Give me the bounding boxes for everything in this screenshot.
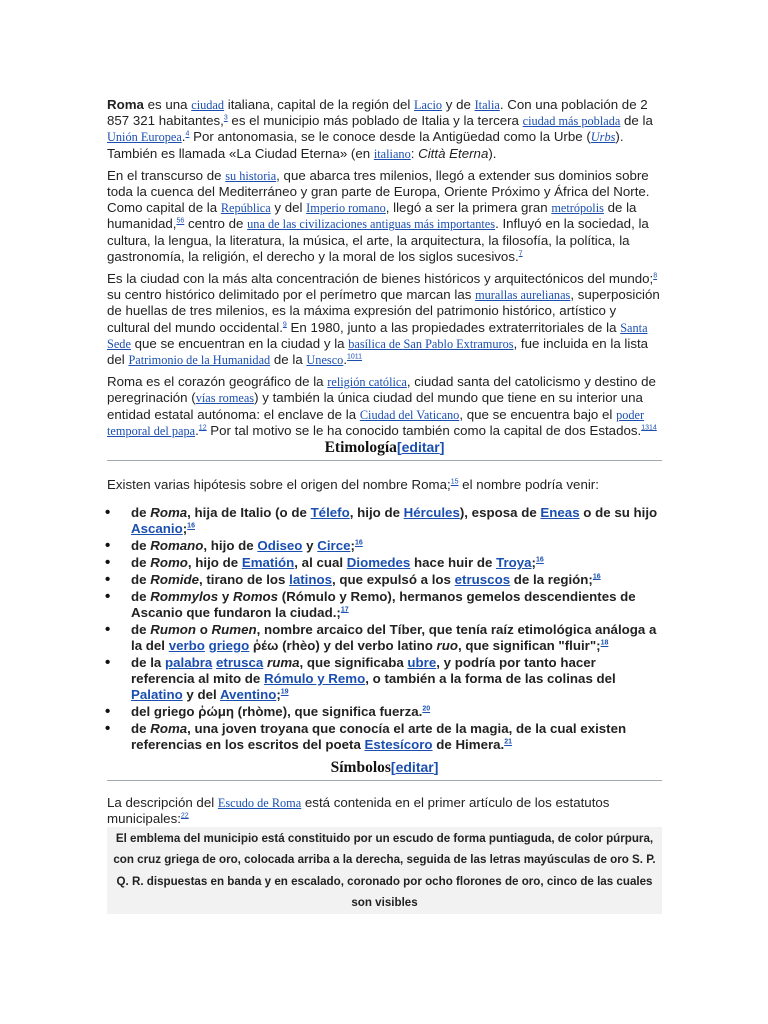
text: Romide	[150, 571, 199, 587]
text: de la humanidad,	[107, 200, 637, 232]
bracket: [	[396, 439, 402, 456]
text: Rumen	[211, 621, 257, 637]
list-item	[105, 655, 660, 704]
link-escudo-de-roma[interactable]: Escudo de Roma	[217, 795, 302, 810]
text: de la	[620, 113, 653, 129]
text: , al cual	[294, 554, 347, 570]
link-telefo[interactable]: Télefo	[310, 505, 350, 521]
reference-link[interactable]: 8	[653, 272, 658, 280]
link-vias-romeas[interactable]: vías romeas	[195, 391, 255, 406]
text: , hijo de	[203, 538, 258, 554]
text: , nombre arcaico del Tíber, que tenía raíz etimológica análoga a la del	[131, 621, 657, 653]
link-italia[interactable]: Italia	[474, 98, 500, 112]
link-odiseo[interactable]: Odiseo	[257, 538, 303, 554]
text: el nombre podría venir:	[458, 477, 599, 493]
link-griego[interactable]: griego	[208, 637, 250, 653]
link-ciudad[interactable]: ciudad	[191, 98, 225, 112]
text: Rommylos	[150, 588, 219, 604]
text: , y podría por tanto hacer referencia al mito de	[131, 654, 596, 687]
religion-paragraph	[107, 374, 662, 439]
section-heading-etimologia	[107, 439, 662, 461]
text: es una	[143, 97, 192, 112]
reference-link[interactable]: 20	[422, 705, 431, 713]
text: de Himera.	[432, 737, 505, 753]
text: Por tal motivo se le ha conocido también como la capital de dos Estados.	[206, 422, 642, 438]
text: Roma	[150, 720, 188, 736]
link-italiano[interactable]: italiano	[373, 146, 411, 161]
reference-link[interactable]: 9	[282, 321, 287, 329]
reference-link[interactable]: 16	[592, 573, 601, 581]
intro-paragraph	[107, 97, 662, 162]
text: .	[195, 422, 199, 438]
link-imperio-romano[interactable]: Imperio romano	[306, 201, 386, 216]
section-heading-simbolos	[107, 759, 662, 781]
text: ;	[531, 554, 536, 570]
link-latinos[interactable]: latinos	[289, 571, 332, 587]
text: italiana, capital de la región del	[224, 97, 415, 112]
text: de	[131, 554, 151, 570]
text: .	[343, 352, 348, 368]
list-item	[105, 721, 660, 754]
link-verbo[interactable]: verbo	[168, 637, 205, 653]
link-aventino[interactable]: Aventino	[219, 687, 277, 703]
text: , hijo de	[187, 554, 242, 570]
reference-link[interactable]: 19	[280, 688, 289, 696]
heritage-paragraph	[107, 271, 662, 368]
reference-link[interactable]: 3	[223, 114, 228, 122]
text: , hijo de	[349, 505, 404, 521]
text: de	[131, 505, 151, 521]
text: de la	[270, 352, 307, 368]
text: , que significan "fluir";	[457, 637, 601, 653]
list-item	[105, 538, 660, 554]
simbolos-intro	[107, 795, 662, 827]
text: y	[218, 588, 233, 604]
link-ascanio[interactable]: Ascanio	[131, 521, 183, 537]
etimologia-intro	[107, 477, 662, 493]
link-unesco[interactable]: Unesco	[306, 353, 344, 368]
link-metropolis[interactable]: metrópolis	[551, 201, 604, 216]
list-item	[105, 555, 660, 571]
text: ;	[182, 521, 188, 537]
statute-quote: El emblema del municipio está constituido por un escudo de forma puntiaguda, de color púrpura, con cruz griega de oro, colocada arriba a la derecha, seguida de las letras mayúsculas de oro S. P. Q. R. dispuestas en banda y en escalado, coronado por ocho florones de oro, cinco de las cuales son visibles	[107, 827, 662, 914]
text: de	[131, 720, 151, 736]
list-item	[105, 622, 660, 655]
text: o	[196, 621, 212, 637]
link-su-historia[interactable]: su historia	[225, 168, 277, 183]
reference-link[interactable]: 16	[354, 539, 363, 547]
text: y del	[182, 687, 220, 703]
reference-link[interactable]: 7	[518, 250, 523, 258]
section-title: Símbolos	[330, 758, 391, 776]
reference-link[interactable]: 21	[504, 738, 513, 746]
text: , que significaba	[299, 654, 408, 670]
reference-link[interactable]: 4	[185, 130, 190, 138]
edit-label[interactable]: editar	[395, 758, 434, 775]
text: de	[131, 621, 151, 637]
link-troya[interactable]: Troya	[496, 554, 532, 570]
text: Es la ciudad con la más alta concentración de bienes históricos y arquitectónicos del mundo;	[107, 271, 654, 287]
link-basilica-san-pablo[interactable]: basílica de San Pablo Extramuros	[348, 336, 514, 351]
text: ;	[350, 538, 355, 554]
text: , una joven troyana que conocía el arte de la magia, de la cual existen referencias en los escritos del poeta	[131, 720, 627, 753]
link-patrimonio[interactable]: Patrimonio de la Humanidad	[128, 353, 271, 368]
link-palabra[interactable]: palabra	[165, 654, 213, 670]
text: . Con una población de 2 857 321 habitantes,	[107, 97, 648, 129]
link-palatino[interactable]: Palatino	[131, 687, 183, 703]
list-item	[105, 572, 660, 588]
link-civilizaciones[interactable]: una de las civilizaciones antiguas más importantes	[247, 217, 496, 232]
text: y de	[442, 97, 475, 112]
reference-link[interactable]: 1011	[347, 353, 363, 361]
text: y del	[270, 200, 307, 216]
list-item	[105, 505, 660, 538]
text: y	[302, 538, 318, 554]
text: Roma	[150, 505, 188, 521]
text: , tirano de los	[198, 571, 290, 587]
text: , que expulsó a los	[331, 571, 455, 587]
link-murallas-aurelianas[interactable]: murallas aurelianas	[475, 288, 571, 303]
link-ciudad-mas-poblada[interactable]: ciudad más poblada	[522, 114, 621, 129]
history-paragraph	[107, 168, 662, 265]
link-estesicoro[interactable]: Estesícoro	[364, 737, 433, 753]
bracket: ]	[439, 439, 445, 456]
text: de la	[131, 654, 165, 670]
link-santa-sede[interactable]: Santa Sede	[107, 320, 648, 351]
link-union-europea[interactable]: Unión Europea	[107, 130, 182, 145]
bracket: ]	[433, 758, 439, 775]
link-ubre[interactable]: ubre	[407, 654, 437, 670]
text: Existen varias hipótesis sobre el origen del nombre Roma;	[107, 477, 451, 493]
link-diomedes[interactable]: Diomedes	[346, 554, 411, 570]
text: centro de	[184, 216, 248, 232]
text: de	[131, 588, 151, 604]
text: ), esposa de	[459, 505, 541, 521]
text: :	[410, 145, 419, 161]
text: ).	[488, 145, 497, 161]
link-poder-temporal[interactable]: poder temporal del papa	[107, 407, 645, 438]
text: , superposición de huellas de tres milenios, es la máxima expresión del patrimonio histórico, artístico y cultural del mundo occidental.	[107, 287, 660, 335]
text: En 1980, junto a las propiedades extraterritoriales de la	[286, 319, 621, 335]
text: es el municipio más poblado de Italia y la tercera	[227, 113, 523, 129]
article-body	[107, 97, 662, 914]
edit-section-link[interactable]	[397, 439, 444, 455]
text: de la región;	[510, 571, 593, 587]
text: .	[181, 129, 186, 145]
link-emation[interactable]: Ematión	[241, 554, 295, 570]
text: Romos	[233, 588, 279, 604]
section-title: Etimología	[324, 439, 397, 457]
edit-section-link[interactable]	[391, 759, 438, 775]
link-religion-catolica[interactable]: religión católica	[327, 375, 407, 390]
text: , llegó a ser la primera gran	[385, 200, 552, 216]
link-etrusca[interactable]: etrusca	[216, 654, 264, 670]
text: Romo	[150, 554, 188, 570]
text: En el transcurso de	[107, 167, 226, 183]
text: . Influyó en la sociedad, la cultura, la lengua, la literatura, la música, el arte, la arquitectura, la filosofía, la política, la gastronomía, la religión, el derecho y la moral de los siglos sucesivos.	[107, 216, 649, 264]
edit-label[interactable]: editar	[401, 439, 440, 456]
reference-link[interactable]: 17	[340, 606, 349, 614]
text: , que se encuentra bajo el	[459, 406, 617, 422]
link-hercules[interactable]: Hércules	[403, 505, 460, 521]
list-item	[105, 704, 660, 720]
reference-link[interactable]: 12	[198, 424, 207, 432]
text: que se encuentran en la ciudad y la	[130, 335, 349, 351]
link-lacio[interactable]: Lacio	[414, 98, 443, 112]
bracket: [	[390, 758, 396, 775]
text: Por antonomasia, se le conoce desde la Antigüedad como la Urbe (	[189, 129, 591, 145]
reference-link[interactable]: 16	[187, 522, 195, 530]
link-romulo-y-remo[interactable]: Rómulo y Remo	[264, 671, 366, 687]
text: ). También es llamada «La Ciudad Eterna» (en	[107, 129, 624, 161]
text: , hija de Italio (o de	[187, 505, 311, 521]
text: del griego ῥώμη (rhòme), que significa fuerza.	[131, 704, 423, 720]
reference-link[interactable]: 22	[180, 812, 189, 820]
link-circe[interactable]: Circe	[317, 538, 351, 554]
text: ruo	[436, 637, 458, 653]
link-etruscos[interactable]: etruscos	[454, 571, 511, 587]
text: hace huir de	[410, 554, 497, 570]
reference-link[interactable]: 15	[450, 478, 459, 486]
link-ciudad-vaticano[interactable]: Ciudad del Vaticano	[359, 407, 460, 422]
text: , fue incluida en la lista del	[107, 335, 649, 368]
link-eneas[interactable]: Eneas	[540, 505, 580, 521]
link-urbs[interactable]: Urbs	[590, 130, 616, 145]
text: está contenida en el primer artículo de los estatutos municipales:	[107, 794, 610, 826]
text: , o también a la forma de las colinas del	[365, 671, 616, 687]
list-item	[105, 589, 660, 622]
text: ;	[276, 687, 281, 703]
etymology-list	[105, 505, 660, 753]
citta-eterna: Città Eterna	[418, 145, 489, 161]
text: , ciudad santa del catolicismo y destino de peregrinación (	[107, 374, 656, 406]
text: , que abarca tres milenios, llegó a extender sus dominios sobre toda la cuenca del Mediterráneo y gran parte de Europa, Oriente Próximo y África del Norte. Como capital de la	[107, 167, 650, 216]
reference-link[interactable]: 56	[176, 218, 185, 225]
reference-link[interactable]: 1314	[641, 424, 657, 432]
text: ῥέω (rhèo) y del verbo latino	[249, 637, 437, 653]
text: Romano	[150, 538, 204, 554]
link-republica[interactable]: República	[220, 201, 271, 216]
text: Roma es el corazón geográfico de la	[107, 374, 328, 390]
text: ruma	[267, 654, 300, 670]
reference-link[interactable]: 16	[535, 556, 544, 564]
text: (Rómulo y Remo), hermanos gemelos descendientes de Ascanio que fundaron la ciudad.;	[131, 588, 636, 620]
text: ) y también la única ciudad del mundo que tiene en su interior una entidad estatal autónoma: el enclave de la	[107, 390, 643, 422]
article-subject: Roma	[107, 97, 144, 112]
text: de	[131, 538, 151, 554]
reference-link[interactable]: 18	[600, 639, 609, 647]
text: Rumon	[150, 621, 197, 637]
text: de	[131, 571, 151, 587]
text: su centro histórico delimitado por el perímetro que marcan las	[107, 287, 476, 303]
text: La descripción del	[107, 794, 218, 810]
text: o de su hijo	[579, 505, 658, 521]
